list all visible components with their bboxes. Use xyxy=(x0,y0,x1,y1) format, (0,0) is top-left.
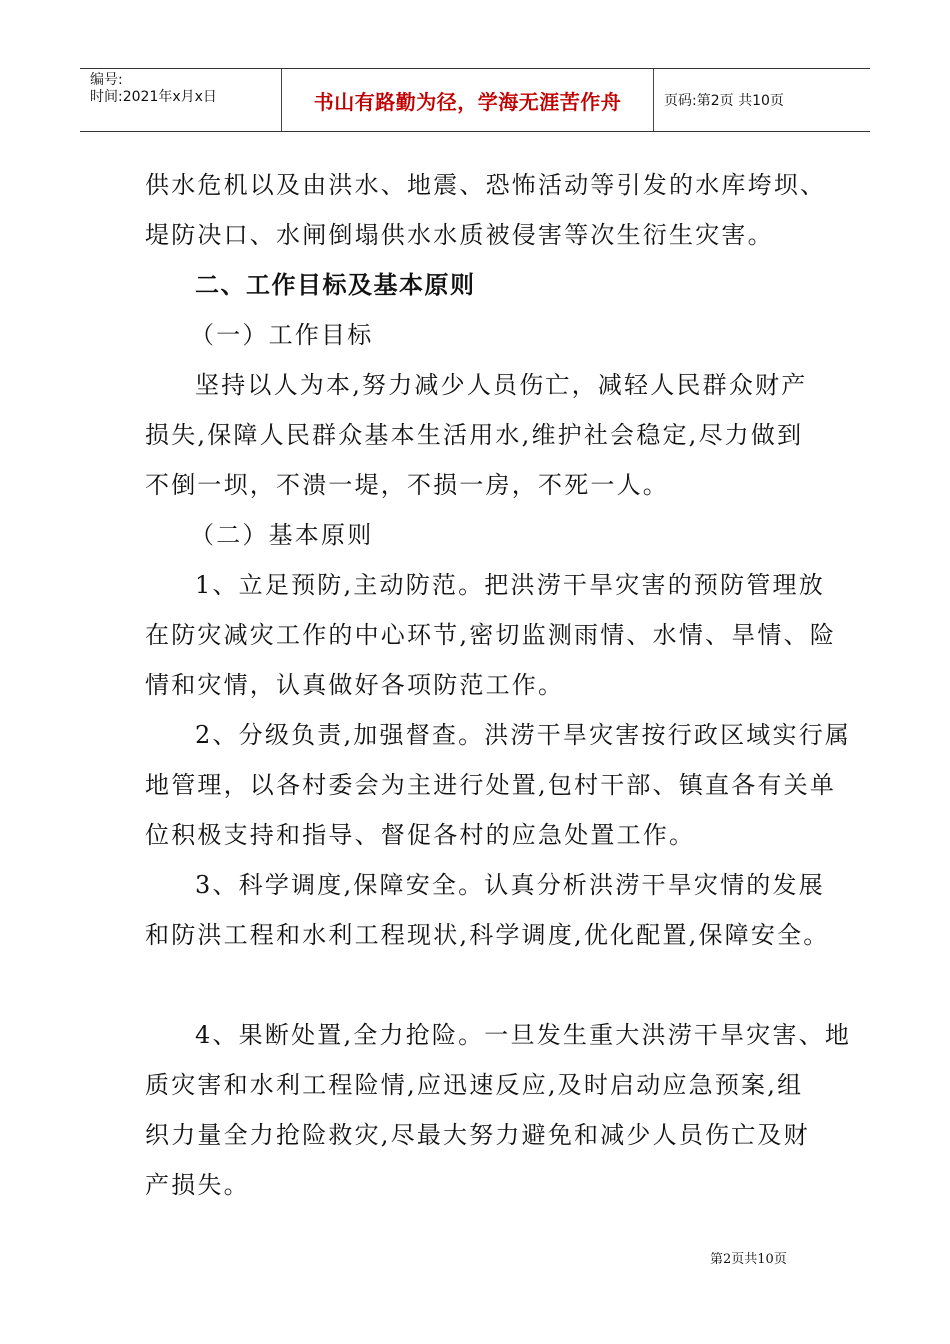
header-motto-cell xyxy=(282,69,654,131)
body-line: 4、果断处置,全力抢险。一旦发生重大洪涝干旱灾害、地 xyxy=(195,1021,852,1049)
body-line: 损失,保障人民群众基本生活用水,维护社会稳定,尽力做到 xyxy=(145,421,804,449)
document-number-label: 编号: xyxy=(90,72,123,88)
paragraph-gap xyxy=(145,960,810,1010)
body-line: 3、科学调度,保障安全。认真分析洪涝干旱灾情的发展 xyxy=(195,871,825,899)
section-heading: 二、工作目标及基本原则 xyxy=(195,271,476,299)
body-line: 位积极支持和指导、督促各村的应急处置工作。 xyxy=(145,821,696,849)
subsection-heading: （一）工作目标 xyxy=(190,321,374,349)
page-header xyxy=(80,68,870,132)
body-line: 2、分级负责,加强督查。洪涝干旱灾害按行政区域实行属 xyxy=(195,721,852,749)
body-line: 织力量全力抢险救灾,尽最大努力避免和减少人员伤亡及财 xyxy=(145,1121,810,1149)
page-footer: 第2页共10页 xyxy=(710,1252,787,1267)
body-line: 供水危机以及由洪水、地震、恐怖活动等引发的水库垮坝、 xyxy=(145,171,827,199)
document-body xyxy=(145,160,852,1210)
subsection-heading: （二）基本原则 xyxy=(190,521,374,549)
body-line: 和防洪工程和水利工程现状,科学调度,优化配置,保障安全。 xyxy=(145,921,830,949)
body-line: 地管理，以各村委会为主进行处置,包村干部、镇直各有关单 xyxy=(145,771,837,799)
body-line: 坚持以人为本,努力减少人员伤亡，减轻人民群众财产 xyxy=(195,371,808,399)
body-line: 产损失。 xyxy=(145,1171,250,1199)
body-line: 不倒一坝，不溃一堤，不损一房，不死一人。 xyxy=(145,471,669,499)
header-page-info: 页码:第2页 共10页 xyxy=(664,93,784,109)
document-time-label: 时间:2021年x月x日 xyxy=(90,89,217,105)
body-line: 在防灾减灾工作的中心环节,密切监测雨情、水情、旱情、险 xyxy=(145,621,837,649)
body-line: 1、立足预防,主动防范。把洪涝干旱灾害的预防管理放 xyxy=(195,571,825,599)
body-line: 情和灾情，认真做好各项防范工作。 xyxy=(145,671,565,699)
body-line: 质灾害和水利工程险情,应迅速反应,及时启动应急预案,组 xyxy=(145,1071,804,1099)
body-line: 堤防决口、水闸倒塌供水水质被侵害等次生衍生灾害。 xyxy=(145,221,774,249)
header-motto: 书山有路勤为径，学海无涯苦作舟 xyxy=(313,89,622,114)
header-meta xyxy=(80,69,282,131)
